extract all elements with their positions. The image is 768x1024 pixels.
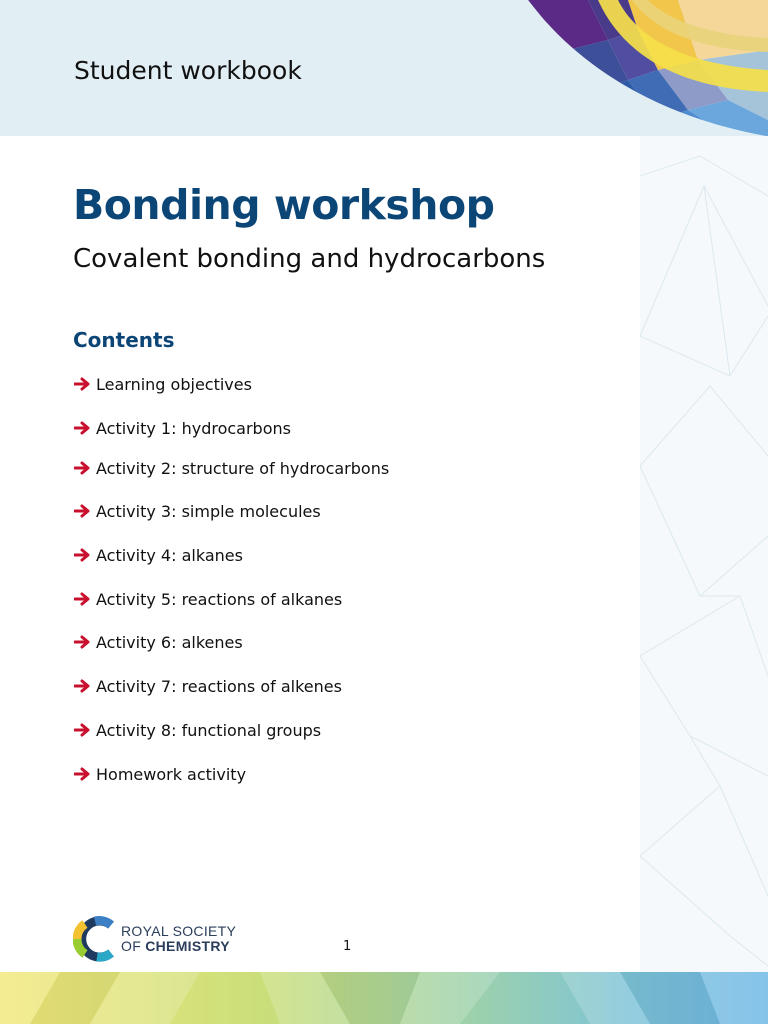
contents-item-label: Activity 1: hydrocarbons — [96, 418, 291, 438]
triangle-pattern — [640, 136, 768, 972]
logo-line1: ROYAL SOCIETY — [121, 923, 237, 939]
contents-item[interactable] — [74, 630, 243, 654]
right-arrow-icon — [74, 679, 92, 693]
contents-item-label: Activity 6: alkenes — [96, 632, 243, 652]
contents-item[interactable] — [74, 587, 342, 611]
contents-item-label: Learning objectives — [96, 374, 252, 394]
side-decorative-pattern — [640, 136, 768, 972]
contents-item-label: Activity 2: structure of hydrocarbons — [96, 458, 390, 478]
footer-decorative-band — [0, 972, 768, 1024]
rsc-c-logo-icon — [73, 915, 117, 963]
contents-item[interactable] — [74, 674, 342, 698]
workbook-label: Student workbook — [74, 56, 302, 85]
contents-heading: Contents — [73, 328, 175, 352]
right-arrow-icon — [74, 723, 92, 737]
right-arrow-icon — [74, 635, 92, 649]
right-arrow-icon — [74, 504, 92, 518]
right-arrow-icon — [74, 592, 92, 606]
contents-item-label: Activity 7: reactions of alkenes — [96, 676, 342, 696]
contents-item-label: Activity 3: simple molecules — [96, 501, 321, 521]
right-arrow-icon — [74, 548, 92, 562]
contents-item-label: Activity 5: reactions of alkanes — [96, 589, 343, 609]
contents-item[interactable] — [74, 372, 252, 396]
contents-item[interactable] — [74, 762, 246, 786]
contents-item[interactable] — [74, 543, 243, 567]
right-arrow-icon — [74, 767, 92, 781]
page-subtitle: Covalent bonding and hydrocarbons — [73, 244, 546, 274]
page-title: Bonding workshop — [73, 181, 495, 229]
contents-item-label: Activity 4: alkanes — [96, 545, 243, 565]
right-arrow-icon — [74, 421, 92, 435]
logo-line2: OF CHEMISTRY — [121, 938, 230, 954]
rsc-logo — [73, 914, 243, 964]
right-arrow-icon — [74, 461, 92, 475]
contents-item[interactable] — [74, 456, 389, 480]
right-arrow-icon — [74, 377, 92, 391]
contents-item[interactable] — [74, 416, 291, 440]
header-decorative-arc — [528, 0, 768, 136]
contents-item[interactable] — [74, 718, 321, 742]
contents-item[interactable] — [74, 499, 321, 523]
header-band — [0, 0, 768, 136]
contents-item-label: Homework activity — [96, 764, 247, 784]
contents-item-label: Activity 8: functional groups — [96, 720, 322, 740]
page-number: 1 — [343, 939, 352, 954]
